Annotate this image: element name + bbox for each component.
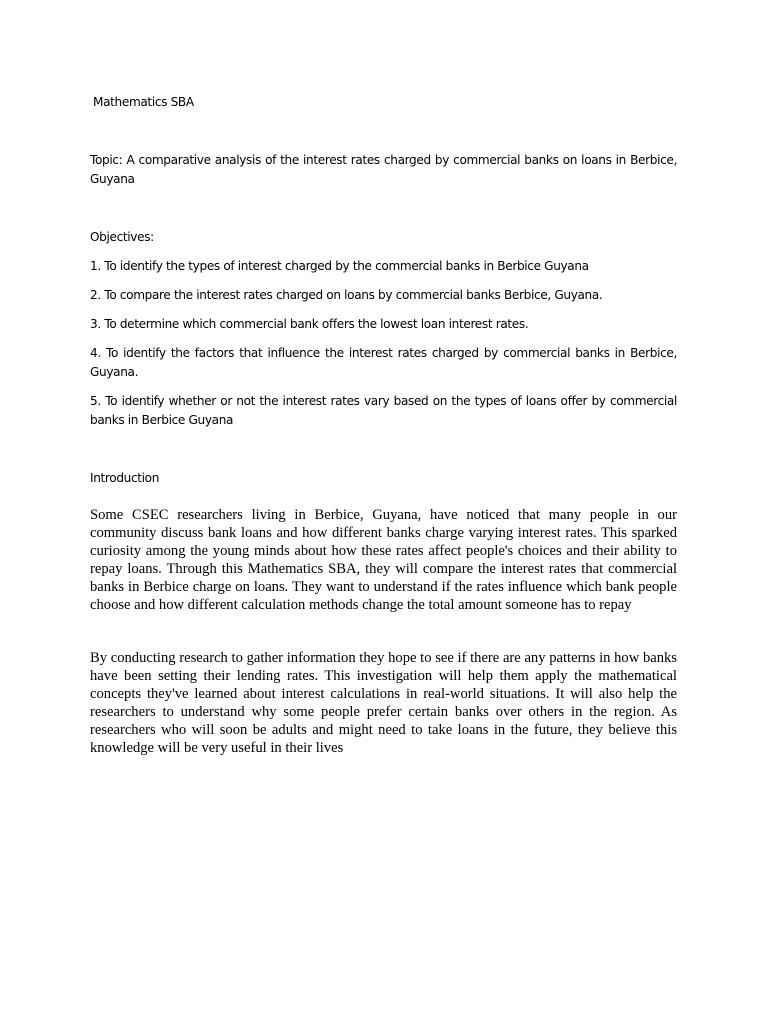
objective-item-2: 2. To compare the interest rates charged on loans by commercial banks Berbice, Guyana. [90, 288, 603, 302]
topic-text: Topic: A comparative analysis of the interest rates charged by commercial banks on loans in Berbice, Guyana [90, 153, 677, 186]
introduction-heading: Introduction [90, 471, 160, 485]
objective-item-3: 3. To determine which commercial bank offers the lowest loan interest rates. [90, 317, 529, 331]
introduction-paragraph-2: By conducting research to gather information they hope to see if there are any patterns in how banks have been setting their lending rates. This investigation will help them apply the mathematical concepts they've learned about interest calculations in real-world situations. It will also help the researchers to understand why some people prefer certain banks over others in the region. As researchers who will soon be adults and might need to take loans in the future, they believe this knowledge will be very useful in their lives [90, 650, 677, 756]
introduction-paragraph-1: Some CSEC researchers living in Berbice, Guyana, have noticed that many people in our community discuss bank loans and how different banks charge varying interest rates. This sparked curiosity among the young minds about how these rates affect people's choices and their ability to repay loans. Through this Mathematics SBA, they will compare the interest rates that commercial banks in Berbice charge on loans. They want to understand if the rates influence which bank people choose and how different calculation methods change the total amount someone has to repay [90, 507, 677, 613]
objective-item-1: 1. To identify the types of interest charged by the commercial banks in Berbice Guyana [90, 259, 589, 273]
document-title: Mathematics SBA [93, 95, 194, 109]
objectives-heading: Objectives: [90, 230, 154, 244]
objective-item-5: 5. To identify whether or not the interest rates vary based on the types of loans offer by commercial banks in Berbice Guyana [90, 394, 677, 427]
objective-item-4: 4. To identify the factors that influence the interest rates charged by commercial banks in Berbice, Guyana. [90, 346, 677, 379]
